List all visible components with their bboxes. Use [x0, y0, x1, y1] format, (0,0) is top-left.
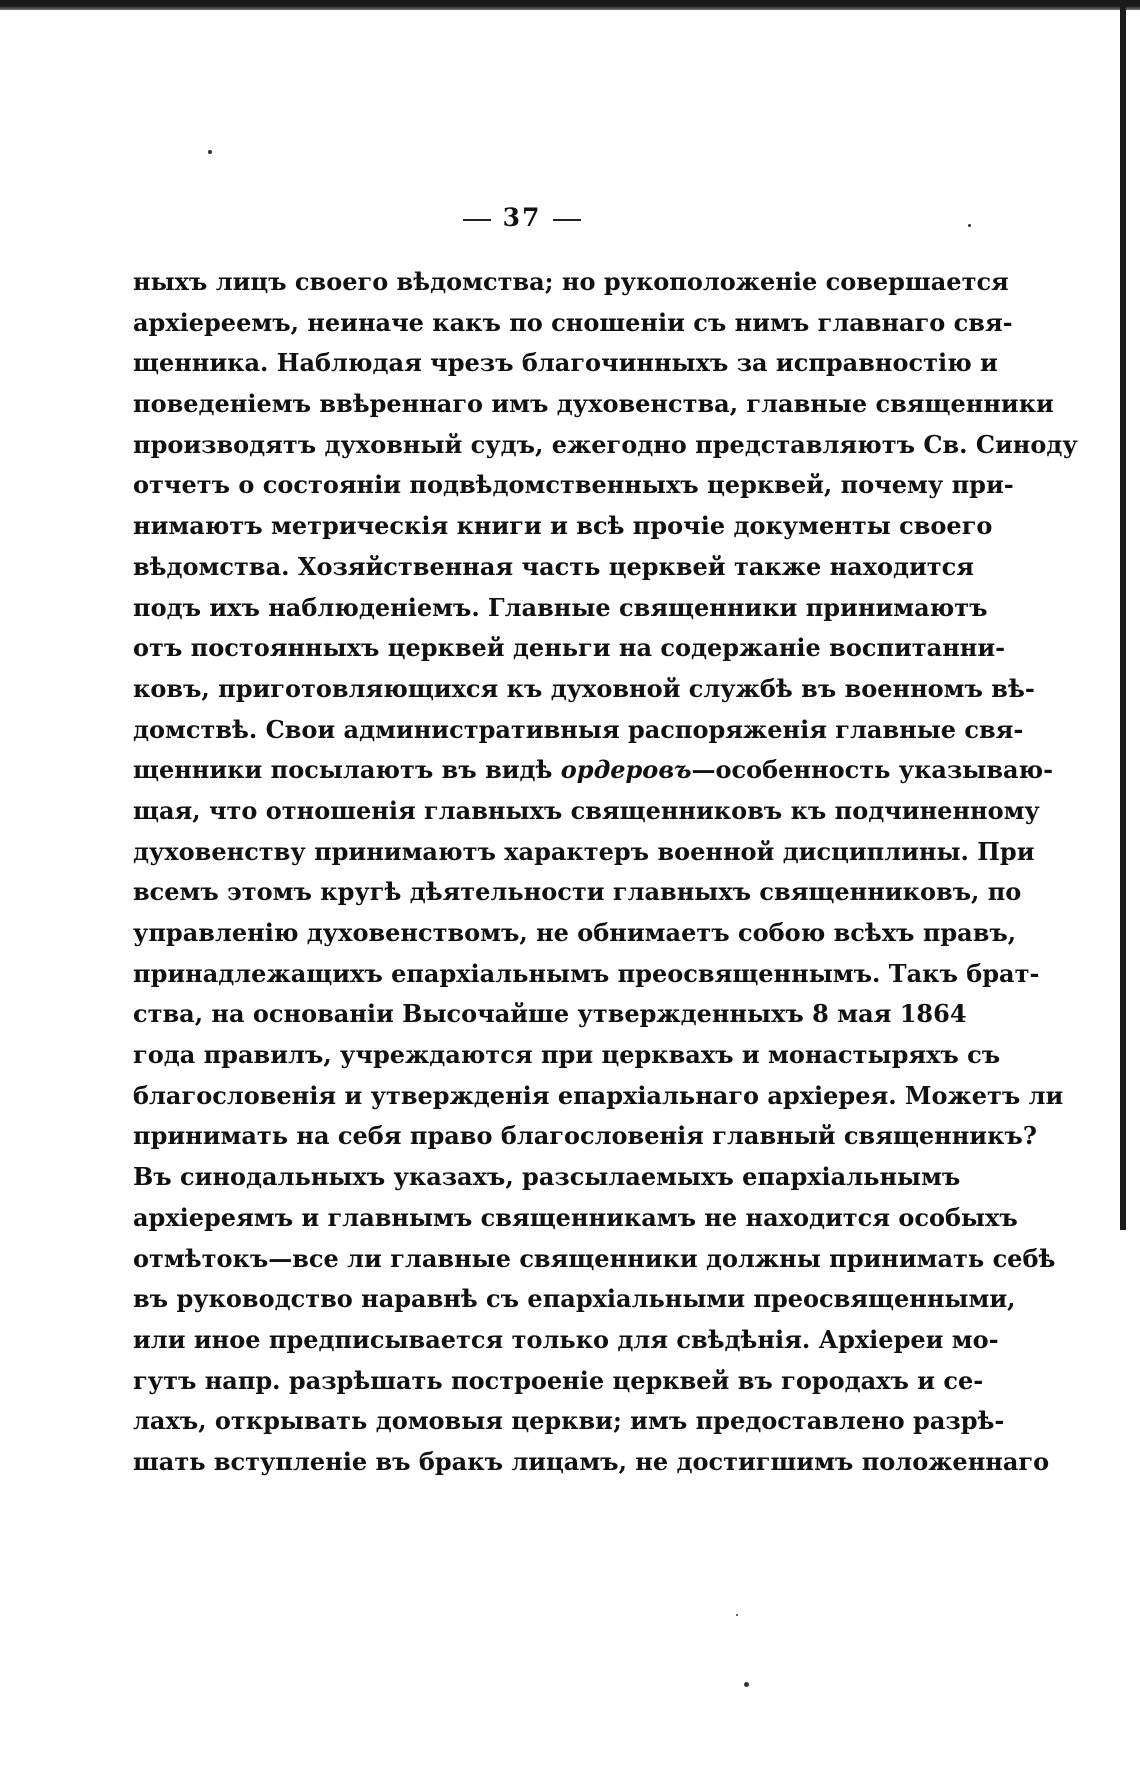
text-line: вѣдомства. Хозяйственная часть церквей также находится [133, 551, 975, 581]
text-line: нимаютъ метрическія книги и всѣ прочіе документы своего [133, 511, 993, 541]
page-number-value: 37 [502, 203, 542, 232]
text-line: всемъ этомъ кругѣ дѣятельности главныхъ священниковъ, по [133, 877, 1022, 907]
text-line: гутъ напр. разрѣшать построеніе церквей въ городахъ и се- [133, 1365, 984, 1395]
page-number [0, 203, 1092, 232]
text-line: подъ ихъ наблюденіемъ. Главные священники принимаютъ [133, 592, 988, 622]
text-line: поведеніемъ ввѣреннаго имъ духовенства, главные священники [133, 389, 1054, 419]
text-line: ковъ, приготовляющихся къ духовной службѣ въ военномъ вѣ- [133, 673, 1035, 703]
text-line: принадлежащихъ епархіальнымъ преосвященнымъ. Такъ брат- [133, 958, 1040, 988]
text-line: щая, что отношенія главныхъ священниковъ къ подчиненному [133, 795, 1040, 825]
text-line: ства, на основаніи Высочайше утвержденныхъ 8 мая 1864 [133, 999, 967, 1029]
emphasized-term: ордеровъ [560, 755, 692, 785]
text-line: щенника. Наблюдая чрезъ благочинныхъ за исправностію и [133, 348, 998, 378]
page-number-dash-right [553, 219, 581, 221]
text-line: отмѣтокъ—все ли главные священники должны принимать себѣ [133, 1243, 1056, 1273]
text-line: лахъ, открывать домовыя церкви; имъ предоставлено разрѣ- [133, 1406, 1005, 1436]
text-line-with-emphasis [133, 750, 1054, 791]
body-text [133, 262, 1078, 1483]
text-line: архіереямъ и главнымъ священникамъ не находится особыхъ [133, 1202, 1018, 1232]
text-line: шать вступленіе въ бракъ лицамъ, не достигшимъ положеннаго [133, 1446, 1050, 1476]
text-segment: щенники посылаютъ въ видѣ [133, 755, 553, 785]
scan-speck [736, 1614, 738, 1616]
text-line: въ руководство наравнѣ съ епархіальными преосвященными, [133, 1284, 1016, 1314]
text-segment: —особенность указываю- [691, 755, 1054, 785]
text-line: принимать на себя право благословенія главный священникъ? [133, 1121, 1037, 1151]
text-line: Въ синодальныхъ указахъ, разсылаемыхъ епархіальнымъ [133, 1162, 961, 1192]
scan-right-border [1120, 0, 1126, 1230]
scan-speck [208, 150, 212, 154]
text-line: или иное предписывается только для свѣдѣнія. Архіереи мо- [133, 1324, 999, 1354]
text-line: ныхъ лицъ своего вѣдомства; но рукоположеніе совершается [133, 267, 1009, 296]
text-line: производятъ духовный судъ, ежегодно представляютъ Св. Синоду [133, 429, 1078, 459]
text-line: отчетъ о состояніи подвѣдомственныхъ церквей, почему при- [133, 470, 1014, 500]
text-line: домствѣ. Свои административныя распоряженія главные свя- [133, 714, 1024, 744]
text-line: архіереемъ, неиначе какъ по сношеніи съ нимъ главнаго свя- [133, 307, 1013, 337]
text-line: управленію духовенствомъ, не обнимаетъ собою всѣхъ правъ, [133, 918, 1017, 947]
text-line: отъ постоянныхъ церквей деньги на содержаніе воспитанни- [133, 633, 1006, 663]
scan-top-border [0, 0, 1140, 10]
text-line: духовенству принимаютъ характеръ военной дисциплины. При [133, 836, 1035, 866]
page-number-dash-left [463, 219, 491, 221]
text-line: года правилъ, учреждаются при церквахъ и монастыряхъ съ [133, 1040, 1001, 1070]
text-line: благословенія и утвержденія епархіальнаго архіерея. Можетъ ли [133, 1080, 1064, 1110]
scan-speck [744, 1682, 749, 1687]
